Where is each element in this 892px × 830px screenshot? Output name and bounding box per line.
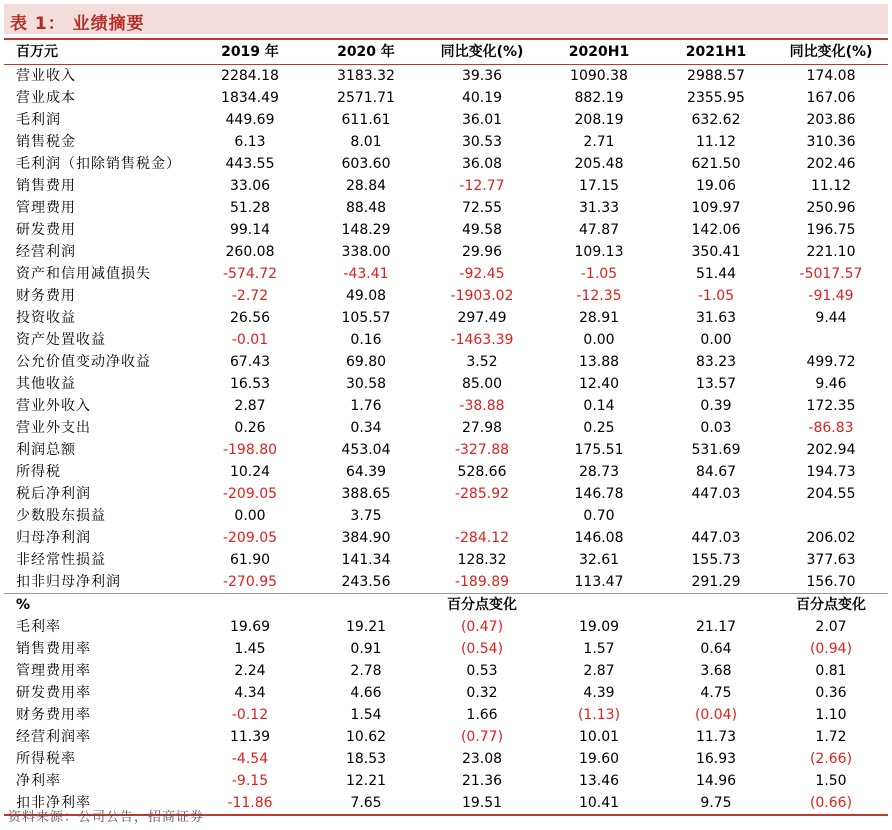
ratio-rows [4, 594, 888, 816]
value-cell: 204.55 [806, 486, 856, 502]
table-row [4, 131, 888, 153]
value-cell: 2.78 [350, 663, 382, 679]
value-cell: 0.00 [700, 332, 732, 348]
value-cell: 2355.95 [687, 90, 745, 106]
value-cell: 208.19 [574, 112, 624, 128]
row-label: 公允价值变动净收益 [16, 354, 151, 370]
value-cell: 4.34 [234, 685, 266, 701]
value-cell: 0.81 [815, 663, 847, 679]
value-cell: 0.39 [700, 398, 732, 414]
value-cell: 632.62 [691, 112, 741, 128]
value-cell: 28.91 [578, 310, 620, 326]
table-row [4, 153, 888, 175]
value-cell: (0.94) [809, 641, 853, 657]
value-cell: 0.36 [815, 685, 847, 701]
value-cell: -285.92 [454, 486, 510, 502]
table-row [4, 373, 888, 395]
table-row [4, 748, 888, 770]
value-cell: 6.13 [234, 134, 266, 150]
table-row [4, 109, 888, 131]
value-cell: 88.48 [345, 200, 387, 216]
row-label: 资产和信用减值损失 [16, 266, 151, 282]
value-cell: 19.69 [229, 619, 271, 635]
row-label: 管理费用率 [16, 663, 91, 679]
row-label: 管理费用 [16, 200, 76, 216]
value-cell: 49.58 [461, 222, 503, 238]
value-cell: 297.49 [457, 310, 507, 326]
value-cell: 1.76 [350, 398, 382, 414]
value-cell: 61.90 [229, 552, 271, 568]
value-cell: 28.73 [578, 464, 620, 480]
table-row [4, 770, 888, 792]
value-cell: 221.10 [806, 244, 856, 260]
value-cell: 128.32 [457, 552, 507, 568]
ratio-subheader-row [4, 594, 888, 617]
table-row [4, 549, 888, 571]
value-cell: 0.16 [350, 332, 382, 348]
value-cell [658, 505, 774, 527]
value-cell: 13.57 [695, 376, 737, 392]
earnings-summary-table [4, 38, 888, 816]
subheader-cell [658, 594, 774, 617]
table-row [4, 175, 888, 197]
header-cell: 同比变化(%) [424, 39, 540, 65]
header-cell: 2021H1 [658, 39, 774, 65]
value-cell: -1463.39 [450, 332, 514, 348]
table-row [4, 505, 888, 527]
table-row [4, 483, 888, 505]
value-cell: -209.05 [222, 486, 278, 502]
value-cell: 206.02 [806, 530, 856, 546]
table-row [4, 307, 888, 329]
row-label: 销售费用率 [16, 641, 91, 657]
table-row [4, 527, 888, 549]
value-cell: 23.08 [461, 751, 503, 767]
value-cell: 2571.71 [337, 90, 395, 106]
value-cell: 0.64 [700, 641, 732, 657]
value-cell: 146.08 [574, 530, 624, 546]
row-label: 营业收入 [16, 68, 76, 84]
value-cell: 84.67 [695, 464, 737, 480]
source-note: 资料来源：公司公告，招商证券 [8, 810, 205, 825]
row-label: 扣非归母净利润 [16, 574, 121, 590]
value-cell: 499.72 [806, 354, 856, 370]
value-cell: 388.65 [341, 486, 391, 502]
row-label: 毛利润 [16, 112, 61, 128]
row-label: 财务费用率 [16, 707, 91, 723]
value-cell: -327.88 [454, 442, 510, 458]
row-label: 归母净利润 [16, 530, 91, 546]
value-cell: 72.55 [461, 200, 503, 216]
value-cell: 882.19 [574, 90, 624, 106]
value-cell: 3.68 [700, 663, 732, 679]
value-cell: (1.13) [577, 707, 621, 723]
value-cell: 243.56 [341, 574, 391, 590]
header-cell: 百万元 [4, 39, 192, 65]
value-cell: 0.26 [234, 420, 266, 436]
value-cell: -12.35 [576, 288, 622, 304]
value-cell: 528.66 [457, 464, 507, 480]
table-row [4, 395, 888, 417]
table-row [4, 329, 888, 351]
value-cell: (0.47) [460, 619, 504, 635]
value-cell: 105.57 [341, 310, 391, 326]
value-cell: -284.12 [454, 530, 510, 546]
table-row [4, 263, 888, 285]
value-cell: 4.39 [583, 685, 615, 701]
value-cell: 113.47 [574, 574, 624, 590]
value-cell: 0.03 [700, 420, 732, 436]
row-label: 非经常性损益 [16, 552, 106, 568]
value-cell: 11.12 [695, 134, 737, 150]
value-cell: 32.61 [578, 552, 620, 568]
table-header-row [4, 39, 888, 65]
row-label: 所得税率 [16, 751, 76, 767]
value-cell: 83.23 [695, 354, 737, 370]
value-cell: 0.70 [583, 508, 615, 524]
table-title-bar [4, 4, 888, 34]
financial-rows [4, 65, 888, 594]
value-cell: 202.46 [806, 156, 856, 172]
value-cell: 203.86 [806, 112, 856, 128]
value-cell: 338.00 [341, 244, 391, 260]
value-cell: 172.35 [806, 398, 856, 414]
value-cell: 19.21 [345, 619, 387, 635]
value-cell: 9.46 [815, 376, 847, 392]
value-cell: 141.34 [341, 552, 391, 568]
value-cell: -1.05 [697, 288, 735, 304]
value-cell: -86.83 [808, 420, 854, 436]
row-label: 经营利润 [16, 244, 76, 260]
value-cell: 30.58 [345, 376, 387, 392]
value-cell: 12.21 [345, 773, 387, 789]
value-cell: -38.88 [459, 398, 505, 414]
table-row [4, 285, 888, 307]
value-cell: 447.03 [691, 486, 741, 502]
value-cell: (0.04) [694, 707, 738, 723]
value-cell: 1834.49 [221, 90, 279, 106]
row-label: 经营利润率 [16, 729, 91, 745]
table-row [4, 197, 888, 219]
value-cell: 377.63 [806, 552, 856, 568]
table-title: 表 1： 业绩摘要 [10, 14, 145, 34]
table-row [4, 638, 888, 660]
value-cell: 16.93 [695, 751, 737, 767]
value-cell: 14.96 [695, 773, 737, 789]
table-row [4, 219, 888, 241]
value-cell: 10.01 [578, 729, 620, 745]
value-cell: 30.53 [461, 134, 503, 150]
value-cell: -0.12 [231, 707, 269, 723]
value-cell: (0.77) [460, 729, 504, 745]
value-cell: -270.95 [222, 574, 278, 590]
value-cell: 39.36 [461, 68, 503, 84]
row-label: 毛利润（扣除销售税金） [16, 156, 181, 172]
row-label: 净利率 [16, 773, 61, 789]
value-cell: 19.60 [578, 751, 620, 767]
value-cell: 175.51 [574, 442, 624, 458]
value-cell: 3183.32 [337, 68, 395, 84]
value-cell: 167.06 [806, 90, 856, 106]
value-cell: 19.09 [578, 619, 620, 635]
value-cell: 2.07 [815, 619, 847, 635]
value-cell: 350.41 [691, 244, 741, 260]
value-cell: -11.86 [192, 792, 308, 815]
value-cell: 174.08 [806, 68, 856, 84]
value-cell: 13.88 [578, 354, 620, 370]
row-label: 税后净利润 [16, 486, 91, 502]
value-cell: 1.66 [466, 707, 498, 723]
header-cell: 2020H1 [540, 39, 658, 65]
value-cell: 19.06 [695, 178, 737, 194]
table-row [4, 682, 888, 704]
value-cell: 0.00 [583, 332, 615, 348]
value-cell: 27.98 [461, 420, 503, 436]
value-cell: -1903.02 [450, 288, 514, 304]
table-row [4, 351, 888, 373]
value-cell: 28.84 [345, 178, 387, 194]
value-cell: 310.36 [806, 134, 856, 150]
value-cell: 33.06 [229, 178, 271, 194]
row-label: 研发费用 [16, 222, 76, 238]
table-row [4, 704, 888, 726]
subheader-cell: 百分点变化 [424, 594, 540, 617]
value-cell: 2.87 [234, 398, 266, 414]
value-cell: 31.33 [578, 200, 620, 216]
value-cell: 1.57 [583, 641, 615, 657]
value-cell: (2.66) [809, 751, 853, 767]
value-cell: 3.75 [350, 508, 382, 524]
table-row [4, 417, 888, 439]
value-cell: 51.28 [229, 200, 271, 216]
table-row [4, 241, 888, 263]
value-cell: -1.05 [580, 266, 618, 282]
value-cell: 67.43 [229, 354, 271, 370]
value-cell [424, 505, 540, 527]
value-cell: 1.72 [815, 729, 847, 745]
row-label: 营业成本 [16, 90, 76, 106]
value-cell [774, 329, 888, 351]
value-cell: 10.24 [229, 464, 271, 480]
table-row [4, 660, 888, 682]
value-cell: (0.54) [460, 641, 504, 657]
value-cell: 1.45 [234, 641, 266, 657]
value-cell: 99.14 [229, 222, 271, 238]
value-cell: 155.73 [691, 552, 741, 568]
value-cell: 146.78 [574, 486, 624, 502]
row-label: 毛利率 [16, 619, 61, 635]
value-cell: 621.50 [691, 156, 741, 172]
value-cell: 51.44 [695, 266, 737, 282]
value-cell: 9.75 [658, 792, 774, 815]
value-cell: 69.80 [345, 354, 387, 370]
value-cell: 3.52 [466, 354, 498, 370]
value-cell: 21.17 [695, 619, 737, 635]
value-cell: 0.32 [466, 685, 498, 701]
value-cell: -92.45 [459, 266, 505, 282]
header-cell: 2019 年 [192, 39, 308, 65]
value-cell: 142.06 [691, 222, 741, 238]
value-cell: 17.15 [578, 178, 620, 194]
value-cell: 611.61 [341, 112, 391, 128]
value-cell: 0.14 [583, 398, 615, 414]
table-row [4, 461, 888, 483]
value-cell: (0.66) [774, 792, 888, 815]
row-label: 资产处置收益 [16, 332, 106, 348]
value-cell: 7.65 [308, 792, 424, 815]
value-cell: 250.96 [806, 200, 856, 216]
value-cell: 1.10 [815, 707, 847, 723]
table-row [4, 616, 888, 638]
value-cell: 21.36 [461, 773, 503, 789]
value-cell: 36.08 [461, 156, 503, 172]
value-cell: 8.01 [350, 134, 382, 150]
subheader-cell: % [4, 594, 192, 617]
value-cell: 64.39 [345, 464, 387, 480]
value-cell: 40.19 [461, 90, 503, 106]
row-label: 利润总额 [16, 442, 76, 458]
value-cell: -209.05 [222, 530, 278, 546]
value-cell: 196.75 [806, 222, 856, 238]
row-label: 其他收益 [16, 376, 76, 392]
value-cell: 10.62 [345, 729, 387, 745]
row-label: 所得税 [16, 464, 61, 480]
value-cell: 18.53 [345, 751, 387, 767]
value-cell: 26.56 [229, 310, 271, 326]
row-label: 销售费用 [16, 178, 76, 194]
value-cell: 47.87 [578, 222, 620, 238]
value-cell: -198.80 [222, 442, 278, 458]
row-label: 投资收益 [16, 310, 76, 326]
value-cell: 109.13 [574, 244, 624, 260]
value-cell: 603.60 [341, 156, 391, 172]
value-cell: 31.63 [695, 310, 737, 326]
value-cell: 4.66 [350, 685, 382, 701]
value-cell: 2.71 [583, 134, 615, 150]
row-label: 财务费用 [16, 288, 76, 304]
value-cell: 2.24 [234, 663, 266, 679]
value-cell: -189.89 [454, 574, 510, 590]
value-cell: 10.41 [540, 792, 658, 815]
value-cell: 443.55 [225, 156, 275, 172]
value-cell: 109.97 [691, 200, 741, 216]
value-cell: 202.94 [806, 442, 856, 458]
value-cell: -4.54 [231, 751, 269, 767]
value-cell: 4.75 [700, 685, 732, 701]
value-cell: 11.12 [810, 178, 852, 194]
value-cell: 0.53 [466, 663, 498, 679]
row-label: 销售税金 [16, 134, 76, 150]
value-cell: 11.73 [695, 729, 737, 745]
value-cell: 156.70 [806, 574, 856, 590]
value-cell: 36.01 [461, 112, 503, 128]
table-row [4, 571, 888, 594]
value-cell: 13.46 [578, 773, 620, 789]
value-cell: 205.48 [574, 156, 624, 172]
value-cell: 85.00 [461, 376, 503, 392]
value-cell: -0.01 [231, 332, 269, 348]
value-cell: 49.08 [345, 288, 387, 304]
value-cell: 0.00 [234, 508, 266, 524]
value-cell: 16.53 [229, 376, 271, 392]
value-cell: 447.03 [691, 530, 741, 546]
value-cell: 29.96 [461, 244, 503, 260]
value-cell: 148.29 [341, 222, 391, 238]
value-cell: 0.34 [350, 420, 382, 436]
value-cell: 453.04 [341, 442, 391, 458]
value-cell: -574.72 [222, 266, 278, 282]
table-row [4, 87, 888, 109]
table-row [4, 65, 888, 88]
value-cell: -5017.57 [799, 266, 863, 282]
value-cell: 11.39 [229, 729, 271, 745]
value-cell: 1090.38 [570, 68, 628, 84]
value-cell: 384.90 [341, 530, 391, 546]
value-cell: -9.15 [231, 773, 269, 789]
header-cell: 同比变化(%) [774, 39, 888, 65]
subheader-cell [192, 594, 308, 617]
subheader-cell [308, 594, 424, 617]
subheader-cell: 百分点变化 [774, 594, 888, 617]
value-cell: 1.54 [350, 707, 382, 723]
value-cell: -2.72 [231, 288, 269, 304]
value-cell: 0.91 [350, 641, 382, 657]
value-cell: -12.77 [459, 178, 505, 194]
value-cell: 194.73 [806, 464, 856, 480]
row-label: 研发费用率 [16, 685, 91, 701]
row-label: 扣非净利率 [4, 792, 192, 815]
value-cell: 2988.57 [687, 68, 745, 84]
value-cell: 2284.18 [221, 68, 279, 84]
value-cell: 0.25 [583, 420, 615, 436]
header-cell: 2020 年 [308, 39, 424, 65]
value-cell: 531.69 [691, 442, 741, 458]
value-cell: 9.44 [815, 310, 847, 326]
row-label: 少数股东损益 [16, 508, 106, 524]
value-cell: 1.50 [815, 773, 847, 789]
value-cell: 12.40 [578, 376, 620, 392]
value-cell: 291.29 [691, 574, 741, 590]
value-cell: 449.69 [225, 112, 275, 128]
table-row [4, 726, 888, 748]
value-cell: 19.51 [424, 792, 540, 815]
row-label: 营业外收入 [16, 398, 91, 414]
subheader-cell [540, 594, 658, 617]
value-cell: -91.49 [808, 288, 854, 304]
value-cell: -43.41 [343, 266, 389, 282]
table-row [4, 439, 888, 461]
value-cell: 2.87 [583, 663, 615, 679]
value-cell: 260.08 [225, 244, 275, 260]
value-cell [774, 505, 888, 527]
row-label: 营业外支出 [16, 420, 91, 436]
